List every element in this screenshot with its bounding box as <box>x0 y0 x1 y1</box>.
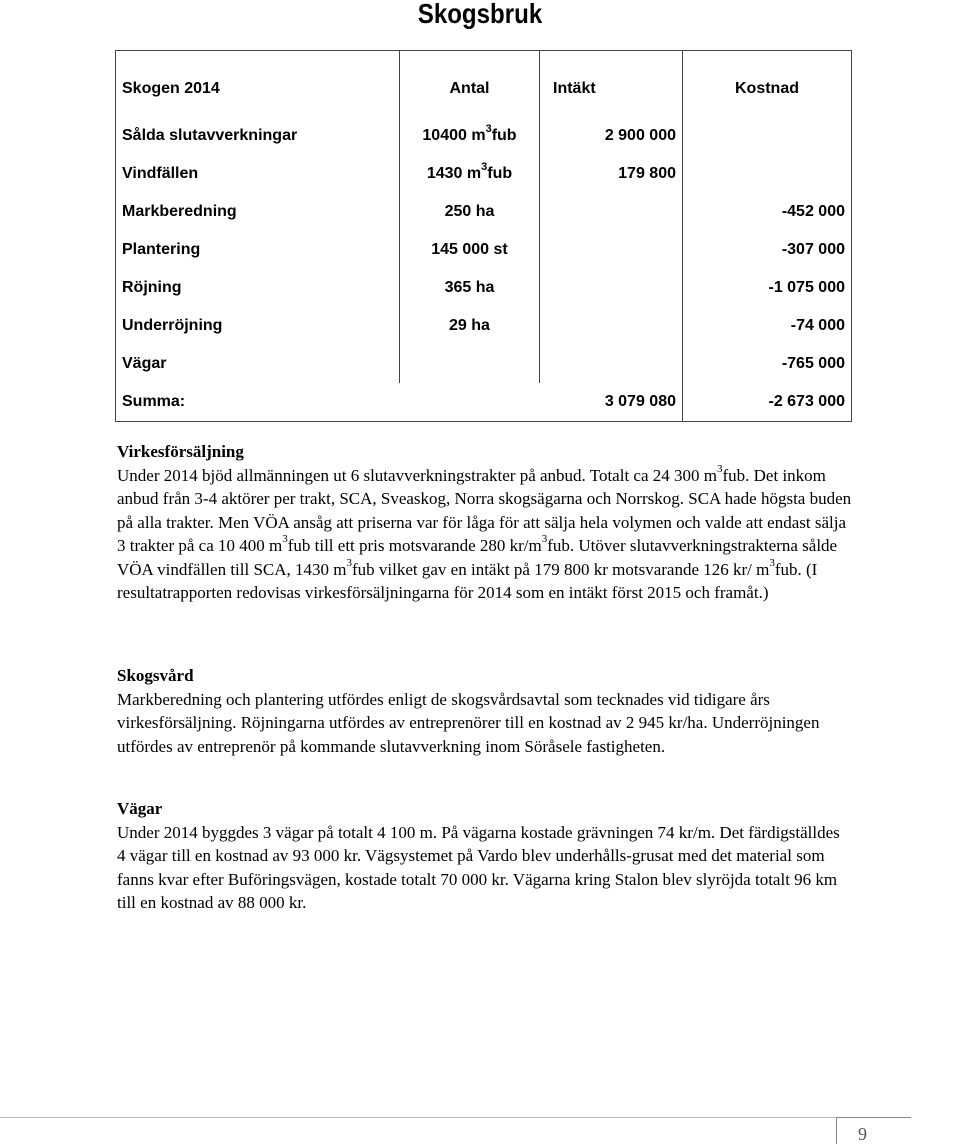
page-number-box <box>836 1117 911 1144</box>
row-kostnad <box>683 155 852 193</box>
row-kostnad <box>683 117 852 155</box>
row-antal: 145 000 st <box>400 231 540 269</box>
section-heading: Skogsvård <box>117 666 194 685</box>
row-antal <box>400 345 540 383</box>
summary-label: Summa: <box>116 383 400 422</box>
row-label: Röjning <box>116 269 400 307</box>
section-vagar <box>117 797 852 915</box>
summary-intakt: 3 079 080 <box>540 383 683 422</box>
table-row <box>116 155 852 193</box>
finance-table <box>115 50 852 422</box>
table-summary-row <box>116 383 852 422</box>
row-label: Vindfällen <box>116 155 400 193</box>
section-heading: Vägar <box>117 799 163 818</box>
summary-antal <box>400 383 540 422</box>
footer-rule <box>0 1117 836 1118</box>
row-intakt <box>540 307 683 345</box>
row-kostnad: -765 000 <box>683 345 852 383</box>
section-skogsvard <box>117 664 852 758</box>
row-kostnad: -307 000 <box>683 231 852 269</box>
row-label: Markberedning <box>116 193 400 231</box>
row-antal: 29 ha <box>400 307 540 345</box>
header-kostnad: Kostnad <box>683 51 852 118</box>
table-header-row <box>116 51 852 118</box>
row-intakt <box>540 231 683 269</box>
summary-kostnad: -2 673 000 <box>683 383 852 422</box>
row-intakt <box>540 193 683 231</box>
section-virkesforsaljning <box>117 440 852 605</box>
row-kostnad: -74 000 <box>683 307 852 345</box>
header-antal: Antal <box>400 51 540 118</box>
table-row <box>116 231 852 269</box>
row-label: Underröjning <box>116 307 400 345</box>
section-text: Under 2014 byggdes 3 vägar på totalt 4 100 m. På vägarna kostade grävningen 74 kr/m. Det färdigställdes 4 vägar till en kostnad av 93 000 kr. Vägsystemet på Vardo blev underhålls-grusat med det material som fanns kvar efter Buföringsvägen, kostade totalt 70 000 kr. Vägarna kring Stalon blev slyröjda totalt 96 km till en kostnad av 88 000 kr. <box>117 822 840 912</box>
row-label: Sålda slutavverkningar <box>116 117 400 155</box>
row-antal: 250 ha <box>400 193 540 231</box>
table-row <box>116 307 852 345</box>
table-row <box>116 117 852 155</box>
header-intakt: Intäkt <box>540 51 683 118</box>
section-text: Markberedning och plantering utfördes enligt de skogsvårdsavtal som tecknades vid tidigare års virkesförsäljning. Röjningarna utfördes av entreprenörer till en kostnad av 2 945 kr/ha. Underröjningen utfördes av entreprenör på kommande slutavverkning inom Söråsele fastigheten. <box>117 689 820 756</box>
row-intakt: 2 900 000 <box>540 117 683 155</box>
row-label: Vägar <box>116 345 400 383</box>
page-title: Skogsbruk <box>417 0 543 29</box>
page-number: 9 <box>858 1124 867 1144</box>
table-row <box>116 193 852 231</box>
row-antal: 10400 $m^3fub$ <box>400 117 540 155</box>
row-intakt <box>540 345 683 383</box>
section-heading: Virkesförsäljning <box>117 442 244 461</box>
row-kostnad: -452 000 <box>683 193 852 231</box>
header-label: Skogen 2014 <box>116 51 400 118</box>
section-text: Under 2014 bjöd allmänningen ut 6 slutavverkningstrakter på anbud. Totalt ca 24 300 $m^3fub$. Det inkom anbud från 3-4 aktörer per trakt, SCA, Sveaskog, Norra skogsägarna och Norrskog. SCA hade högsta buden på alla trakter. Men VÖA ansåg att priserna var för låga för att sälja hela volymen och valde att endast sälja 3 trakter på ca 10 400 $m^3fub$ till ett pris motsvarande 280 $kr/m^3fub$. Utöver slutavverkningstrakterna sålde VÖA vindfällen till SCA, 1430 $m^3fub$ vilket gav en intäkt på 179 800 kr motsvarande 126 kr/ $m^3fub$. (I resultatrapporten redovisas virkesförsäljningarna för 2014 som en intäkt först 2015 och framåt.) <box>117 462 852 602</box>
row-label: Plantering <box>116 231 400 269</box>
table-row <box>116 269 852 307</box>
row-antal: 1430 $m^3fub$ <box>400 155 540 193</box>
row-intakt <box>540 269 683 307</box>
table-row <box>116 345 852 383</box>
row-intakt: 179 800 <box>540 155 683 193</box>
row-kostnad: -1 075 000 <box>683 269 852 307</box>
row-antal: 365 ha <box>400 269 540 307</box>
